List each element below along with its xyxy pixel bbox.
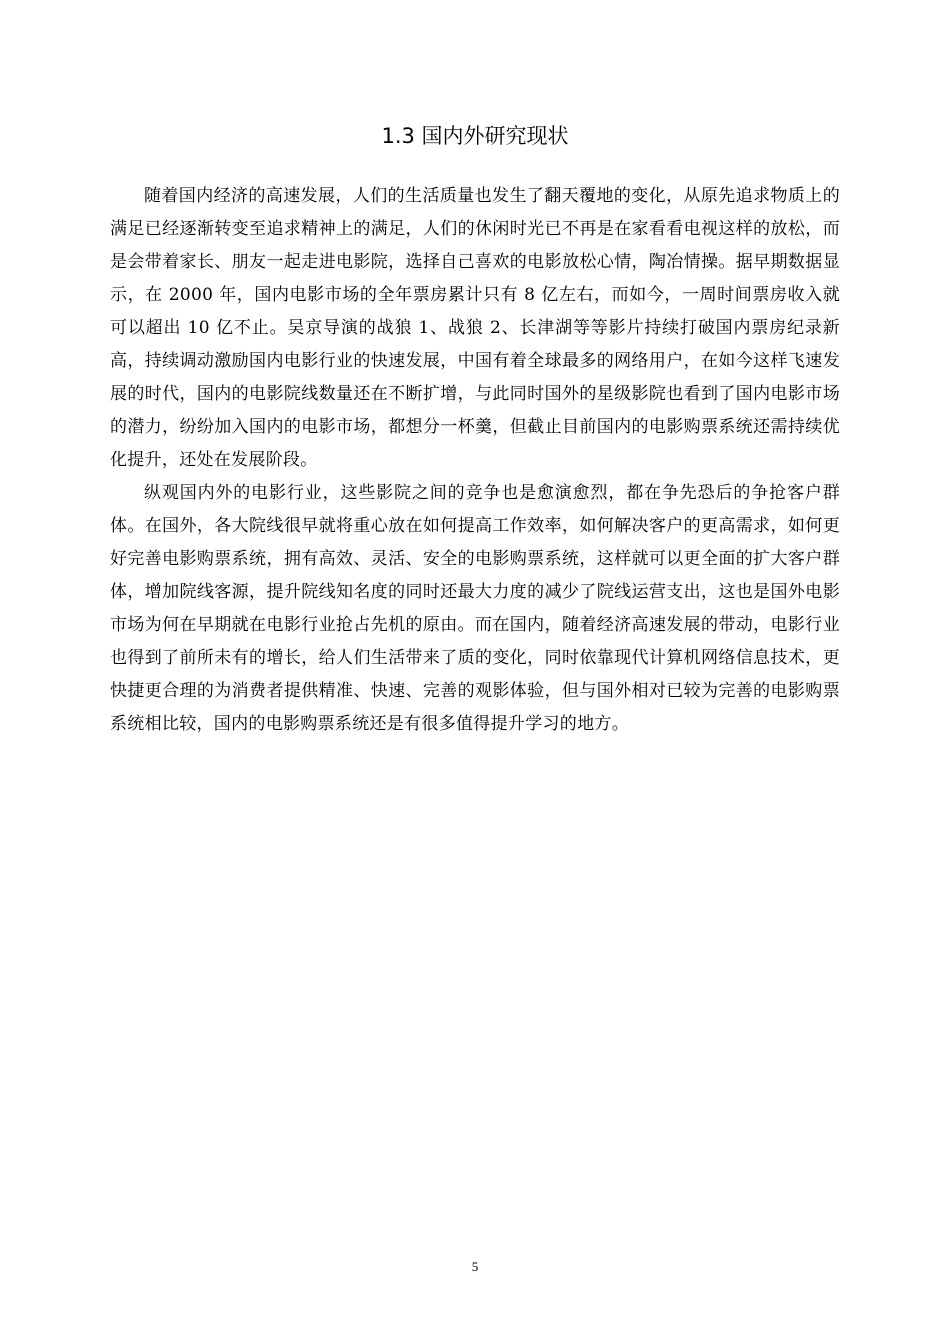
section-heading: 1.3 国内外研究现状 (381, 124, 569, 148)
paragraph-2: 纵观国内外的电影行业，这些影院之间的竞争也是愈演愈烈，都在争先恐后的争抢客户群体。在国外，各大院线很早就将重心放在如何提高工作效率，如何解决客户的更高需求，如何更好完善电影购票系统，拥有高效、灵活、安全的电影购票系统，这样就可以更全面的扩大客户群体，增加院线客源，提升院线知名度的同时还最大力度的减少了院线运营支出，这也是国外电影市场为何在早期就在电影行业抢占先机的原由。而在国内，随着经济高速发展的带动，电影行业也得到了前所未有的增长，给人们生活带来了质的变化，同时依靠现代计算机网络信息技术，更快捷更合理的为消费者提供精准、快速、完善的观影体验，但与国外相对已较为完善的电影购票系统相比较，国内的电影购票系统还是有很多值得提升学习的地方。 (110, 483, 840, 734)
body-text (110, 180, 840, 741)
page-number: 5 (471, 1259, 479, 1274)
paragraph-1: 随着国内经济的高速发展，人们的生活质量也发生了翻天覆地的变化，从原先追求物质上的满足已经逐渐转变至追求精神上的满足，人们的休闲时光已不再是在家看看电视这样的放松，而是会带着家长、朋友一起走进电影院，选择自己喜欢的电影放松心情，陶冶情操。据早期数据显示，在 2000 年，国内电影市场的全年票房累计只有 8 亿左右，而如今，一周时间票房收入就可以超出 10 亿不止。吴京导演的战狼 1、战狼 2、长津湖等等影片持续打破国内票房纪录新高，持续调动激励国内电影行业的快速发展，中国有着全球最多的网络用户，在如今这样飞速发展的时代，国内的电影院线数量还在不断扩增，与此同时国外的星级影院也看到了国内电影市场的潜力，纷纷加入国内的电影市场，都想分一杯羹，但截止目前国内的电影购票系统还需持续优化提升，还处在发展阶段。 (110, 186, 840, 470)
